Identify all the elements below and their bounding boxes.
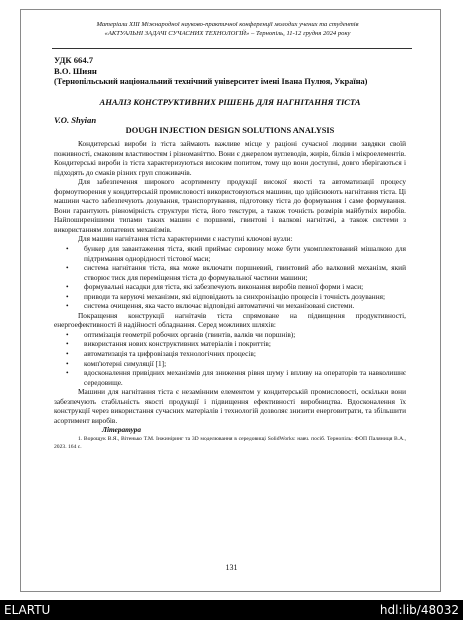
handle-link[interactable]: hdl:lib/48032 bbox=[379, 603, 459, 617]
literature-heading: Література bbox=[102, 425, 142, 435]
page-number: 131 bbox=[225, 563, 238, 572]
bullet-icon: • bbox=[66, 282, 69, 292]
list-item: • використання нових конструктивних матеріалів і покриттів; bbox=[66, 339, 271, 349]
udk-code: УДК 664.7 bbox=[54, 55, 94, 65]
article-body bbox=[54, 139, 406, 451]
bullet-icon: • bbox=[66, 368, 69, 378]
list-item: • вдосконалення привідних механізмів для зниження рівня шуму і впливу на операторів та навколишнє середовище. bbox=[66, 368, 406, 387]
author-name: В.О. Шиян bbox=[54, 66, 97, 76]
paragraph-2: Для забезпечення широкого асортименту продукції високої якості та автоматизації процесу формоутворення у кондитерській промисловості використовуються машини, що здійснюють нагнітання тіста. Ці машини часто забезпечують дозування, транспортування, підготовку тіста до формування і саме формування. Вони гарантують рівномірність структури тіста, його текстури, а також точність розмірів майбутніх виробів. Найпоширенішими типами таких машин є поршневі, гвинтові і валкові нагнітачі, а також системи з використанням лопатевих механізмів. bbox=[54, 177, 406, 234]
conference-line-2: «АКТУАЛЬНІ ЗАДАЧІ СУЧАСНИХ ТЕХНОЛОГІЙ» – Тернопіль, 11-12 грудня 2024 року bbox=[104, 30, 351, 37]
bullet-icon: • bbox=[66, 244, 69, 254]
list-item: • приводи та керуючі механізми, які відповідають за синхронізацію процесів і точність дозування; bbox=[66, 291, 385, 301]
bullet-icon: • bbox=[66, 263, 69, 273]
repository-name: ELARTU bbox=[4, 603, 51, 617]
key-units-list bbox=[54, 244, 406, 311]
bullet-icon: • bbox=[66, 291, 69, 301]
list-item: • система очищення, яка часто включає відповідні автоматичні чи механізовані системи. bbox=[66, 301, 355, 311]
list-item: • бункер для завантаження тіста, який приймає сировину може бути укомплектований мішалкою для підтримання однорідності тістової маси; bbox=[66, 244, 406, 263]
paragraph-3: Для машин нагнітання тіста характерними є наступні ключові вузли: bbox=[78, 234, 293, 244]
bullet-icon: • bbox=[66, 339, 69, 349]
paragraph-5: Машини для нагнітання тіста є незамінним елементом у кондитерській промисловості, оскільки вони забезпечують стабільність якості продукції і підвищення ефективності виробництва. Вдосконалення їх конструкції через використання сучасних матеріалів і технологій дозволяє знизити енерговитрати, та збільшити асортимент виробів. bbox=[54, 387, 406, 425]
paragraph-1: Кондитерські вироби із тіста займають важливе місце у раціоні сучасної людини завдяки своїй поживності, смаковим властивостям і різноманіттю. Вони є джерелом вуглеводів, жирів, білків і мікроелементів. Кондитерські вироби із тіста характеризуються високим попитом, тому що вони доступні, довго зберігаються і підходять до смаків різних груп споживачів. bbox=[54, 139, 406, 177]
bullet-icon: • bbox=[66, 349, 69, 359]
author-affiliation: (Тернопільський національний технічний університет імені Івана Пулюя, Україна) bbox=[54, 77, 368, 86]
conference-line-1: Матеріали XIII Міжнародної науково-практичної конференції молодих учених та студентів bbox=[96, 21, 359, 28]
bullet-icon: • bbox=[66, 301, 69, 311]
conference-header bbox=[55, 20, 400, 38]
improvements-list bbox=[54, 330, 406, 387]
literature-item: 1. Ворощук В.Я., Вітенько Т.М. Інжиніринг та 3D моделювання в середовищі SolidWorks: навч. посіб. Тернопіль: ФОП Паляниця В.А., 2023. 164 с. bbox=[54, 435, 406, 450]
repository-footer bbox=[0, 600, 463, 620]
title-ukrainian: АНАЛІЗ КОНСТРУКТИВНИХ РІШЕНЬ ДЛЯ НАГНІТАННЯ ТІСТА bbox=[99, 97, 361, 107]
list-item: • оптимізація геометрії робочих органів (гвинтів, валків чи поршнів); bbox=[66, 329, 296, 339]
paragraph-4: Покращення конструкції нагнітачів тіста спрямоване на підвищення продуктивності, енергоефективності й надійності обладнання. Серед можливих шляхів: bbox=[54, 310, 406, 330]
list-item: • автоматизація та цифровізація технологічних процесів; bbox=[66, 349, 256, 359]
list-item: • комп'ютерні симуляції [1]; bbox=[66, 358, 167, 368]
list-item: • формувальні насадки для тіста, які забезпечують виконання виробів певної форми і маси; bbox=[66, 282, 364, 292]
author-name-english: V.O. Shyian bbox=[54, 115, 97, 125]
list-item: • система нагнітання тіста, яка може включати поршневий, гвинтовий або валковий механізм, який створює тиск для переміщення тіста до формувальної частини машини; bbox=[66, 263, 406, 282]
bullet-icon: • bbox=[66, 329, 69, 339]
title-english: DOUGH INJECTION DESIGN SOLUTIONS ANALYSIS bbox=[125, 126, 335, 135]
header-rule bbox=[52, 48, 412, 49]
bullet-icon: • bbox=[66, 358, 69, 368]
